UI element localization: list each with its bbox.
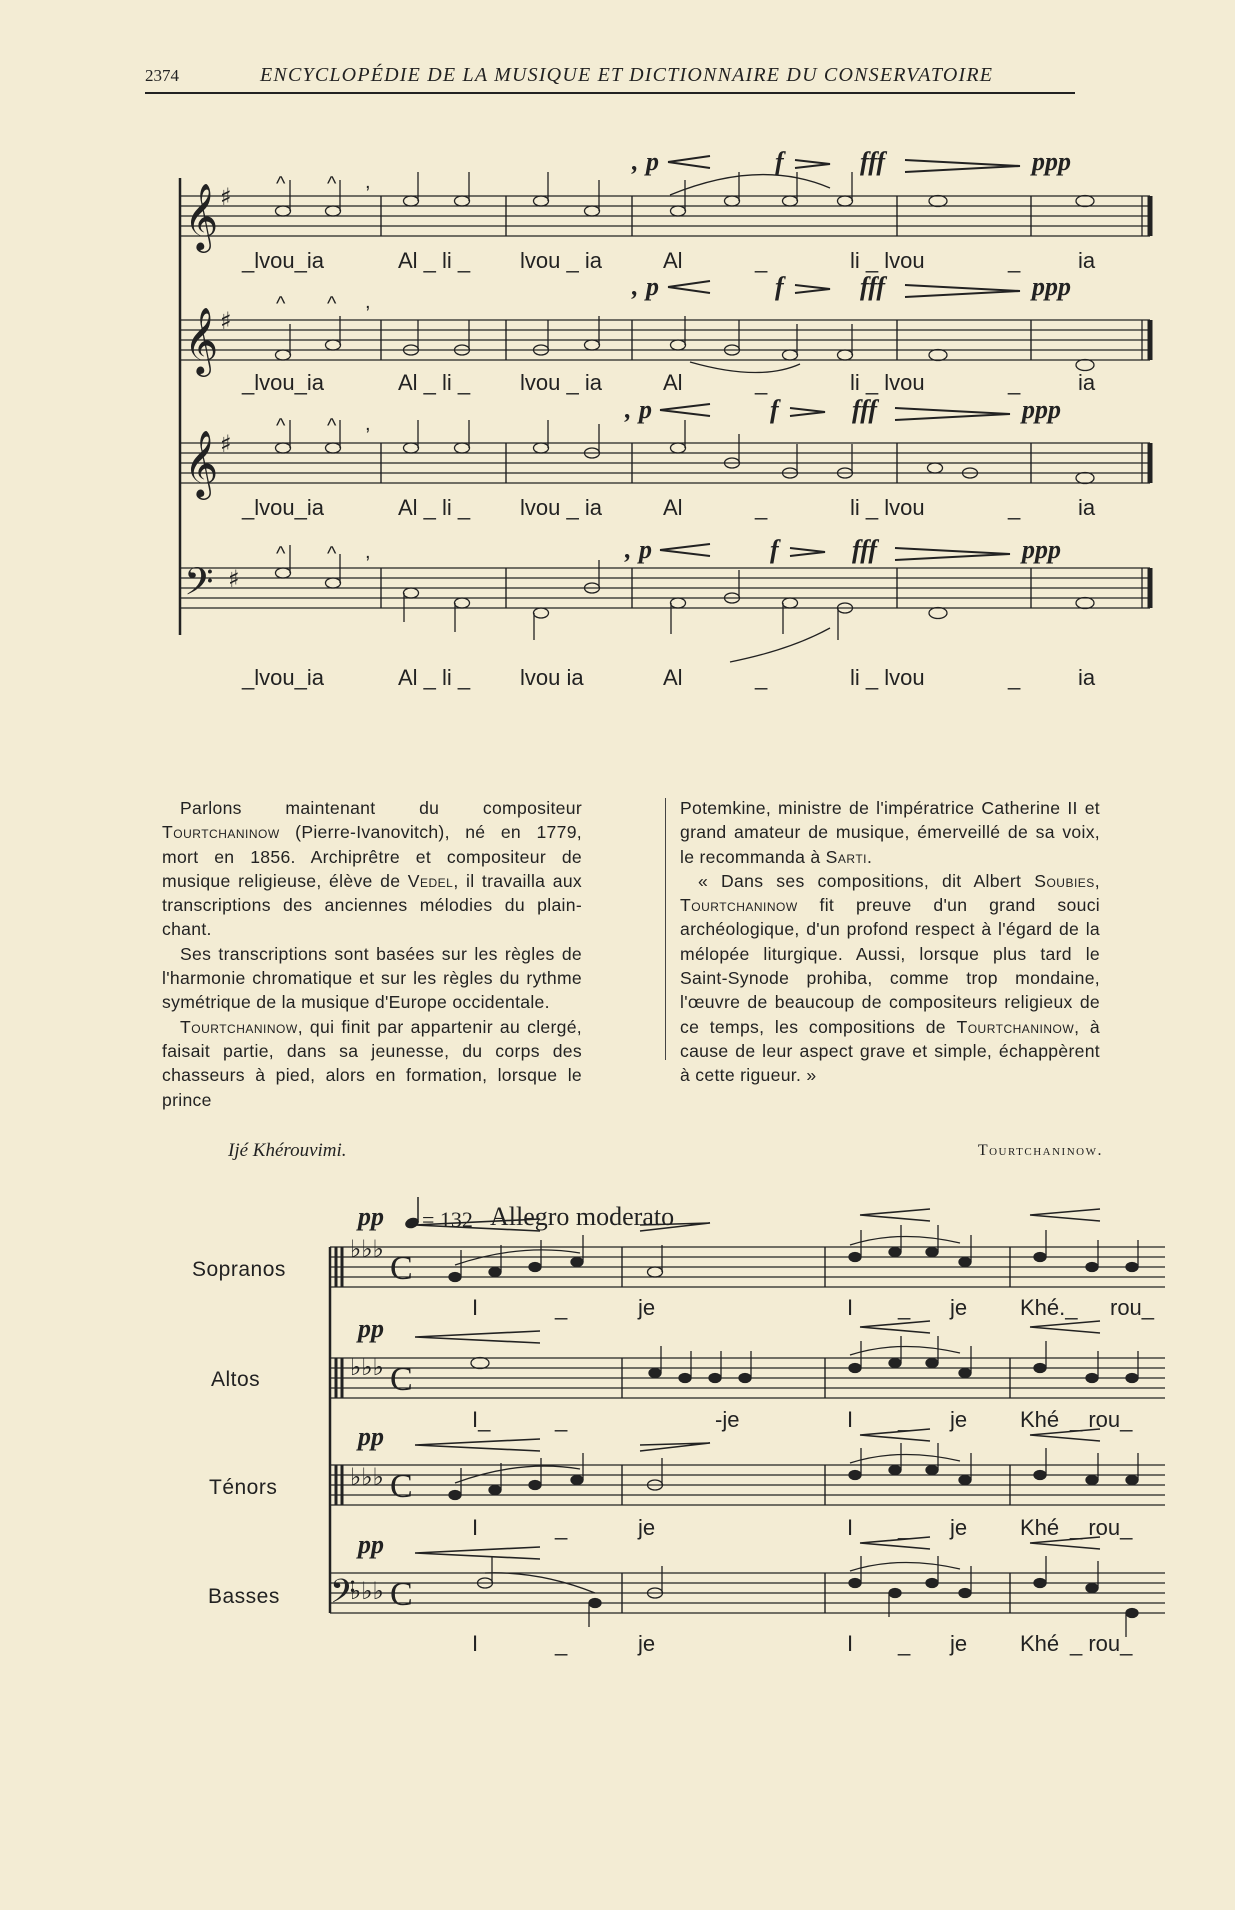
svg-text:_: _ xyxy=(898,1631,911,1656)
dynamic-pp-sopranos: pp xyxy=(358,1202,384,1231)
sharp-icon: ♯ xyxy=(220,183,232,211)
svg-text:_: _ xyxy=(1008,370,1021,395)
svg-text:ia: ia xyxy=(1078,248,1096,273)
svg-text:I: I xyxy=(847,1631,854,1656)
staff-4 xyxy=(180,568,1150,608)
svg-text:^: ^ xyxy=(276,293,286,315)
svg-text:^: ^ xyxy=(276,173,286,195)
svg-text:ia: ia xyxy=(1078,495,1096,520)
svg-text:je: je xyxy=(950,1515,968,1540)
svg-text:Al _ li _: Al _ li _ xyxy=(398,370,471,395)
svg-text:p: p xyxy=(646,272,659,301)
svg-text:I_: I_ xyxy=(472,1407,491,1432)
lyrics-staff-4 xyxy=(241,665,1096,690)
svg-text:Al: Al xyxy=(663,495,683,520)
svg-text:Al _ li _: Al _ li _ xyxy=(398,665,471,690)
svg-text:I: I xyxy=(472,1515,479,1540)
svg-text:je: je xyxy=(638,1515,656,1540)
svg-text:= 132: = 132 xyxy=(422,1207,473,1232)
svg-text:,: , xyxy=(625,395,632,424)
svg-text:_lvou_ia: _lvou_ia xyxy=(242,495,324,520)
svg-text:ppp: ppp xyxy=(1022,395,1061,424)
svg-text:ia: ia xyxy=(1078,370,1096,395)
svg-text:je: je xyxy=(638,1295,656,1320)
svg-text:je: je xyxy=(950,1295,968,1320)
lyrics-staff-1 xyxy=(241,248,1096,273)
svg-text:je: je xyxy=(638,1631,656,1656)
svg-text:fff: fff xyxy=(860,150,886,176)
svg-text:f: f xyxy=(770,535,779,564)
svg-text:^: ^ xyxy=(276,543,286,565)
svg-text:f: f xyxy=(775,272,784,301)
svg-text:f: f xyxy=(770,395,779,424)
svg-text:je: je xyxy=(950,1631,968,1656)
svg-text:ppp: ppp xyxy=(1022,535,1061,564)
svg-text:^: ^ xyxy=(327,543,337,565)
piece-title: Ijé Khérouvimi. xyxy=(228,1140,347,1161)
svg-text:Al _ li _: Al _ li _ xyxy=(398,495,471,520)
svg-text:Khé._: Khé._ xyxy=(1020,1295,1078,1320)
svg-text:,: , xyxy=(365,291,371,313)
svg-text:C: C xyxy=(390,1576,413,1613)
svg-text:f: f xyxy=(775,150,784,176)
svg-text:C: C xyxy=(390,1468,413,1505)
svg-text:,: , xyxy=(365,171,371,193)
dynamics-staff-4 xyxy=(624,535,1061,564)
dynamic-pp-basses: pp xyxy=(358,1530,384,1559)
page-header xyxy=(145,62,1075,94)
notes-sopranos xyxy=(449,1225,1138,1282)
page-number: 2374 xyxy=(145,66,179,85)
lyrics-basses xyxy=(472,1631,1133,1656)
sharp-icon: ♯ xyxy=(220,430,232,458)
svg-text:ppp: ppp xyxy=(1032,150,1071,176)
svg-text:C: C xyxy=(390,1250,413,1287)
svg-text:,: , xyxy=(632,150,639,176)
svg-text:Allegro moderato: Allegro moderato xyxy=(490,1202,675,1231)
lyrics-altos xyxy=(472,1407,1133,1432)
svg-text:lvou ia: lvou ia xyxy=(520,665,584,690)
svg-text:ia: ia xyxy=(1078,665,1096,690)
svg-text:_: _ xyxy=(555,1407,568,1432)
svg-text:_lvou_ia: _lvou_ia xyxy=(242,370,324,395)
svg-text:je: je xyxy=(950,1407,968,1432)
bass-clef-icon: 𝄢 xyxy=(184,559,214,613)
voice-label-basses: Basses xyxy=(208,1585,280,1608)
svg-text:Khé: Khé xyxy=(1020,1515,1060,1540)
svg-text:_: _ xyxy=(898,1407,911,1432)
svg-text:I: I xyxy=(472,1631,479,1656)
voice-label-sopranos: Sopranos xyxy=(192,1258,286,1281)
notes-tenors xyxy=(449,1443,1138,1500)
svg-text:fff: fff xyxy=(852,395,878,424)
staff-1 xyxy=(180,196,1150,236)
svg-text:C: C xyxy=(390,1361,413,1398)
dynamics-staff-3 xyxy=(624,395,1061,424)
svg-text:I: I xyxy=(472,1295,479,1320)
dynamics-staff-2 xyxy=(631,272,1071,301)
svg-text:Al: Al xyxy=(663,370,683,395)
column-divider xyxy=(665,798,666,1060)
svg-text:_: _ xyxy=(1008,665,1021,690)
svg-text:I: I xyxy=(847,1515,854,1540)
svg-text:lvou _ ia: lvou _ ia xyxy=(520,495,602,520)
svg-text:_ rou_: _ rou_ xyxy=(1070,1407,1133,1432)
svg-text:Khé: Khé xyxy=(1020,1407,1060,1432)
svg-text:^: ^ xyxy=(327,415,337,437)
svg-text:I: I xyxy=(847,1407,854,1432)
svg-text:p: p xyxy=(639,395,652,424)
svg-text:_: _ xyxy=(1008,495,1021,520)
running-title: ENCYCLOPÉDIE DE LA MUSIQUE ET DICTIONNAIRE DU CONSERVATOIRE xyxy=(260,64,994,86)
svg-text:_: _ xyxy=(555,1295,568,1320)
svg-text:_: _ xyxy=(555,1515,568,1540)
svg-text:fff: fff xyxy=(852,535,878,564)
sharp-icon: ♯ xyxy=(228,565,240,593)
svg-text:Al: Al xyxy=(663,665,683,690)
svg-text:Khé: Khé xyxy=(1020,1631,1060,1656)
notes-staff-2 xyxy=(276,316,1095,373)
voice-label-altos: Altos xyxy=(211,1368,261,1391)
svg-text:♭♭♭: ♭♭♭ xyxy=(350,1235,384,1263)
svg-text:_: _ xyxy=(555,1631,568,1656)
svg-text:-je: -je xyxy=(715,1407,740,1432)
score-excerpt-2 xyxy=(320,1195,1180,1675)
svg-text:p: p xyxy=(639,535,652,564)
svg-text:lvou _ ia: lvou _ ia xyxy=(520,370,602,395)
treble-clef-icon: 𝄞 xyxy=(184,429,219,497)
svg-text:_lvou_ia: _lvou_ia xyxy=(242,665,324,690)
notes-staff-4 xyxy=(276,545,1095,662)
notes-staff-1 xyxy=(276,172,1095,216)
svg-text:♭♭♭: ♭♭♭ xyxy=(350,1463,384,1491)
lyrics-tenors xyxy=(472,1515,1133,1540)
svg-text:lvou _ ia: lvou _ ia xyxy=(520,248,602,273)
svg-text:,: , xyxy=(365,541,371,563)
dynamic-pp-tenors: pp xyxy=(358,1422,384,1451)
svg-text:I: I xyxy=(847,1295,854,1320)
treble-clef-icon: 𝄞 xyxy=(184,182,219,250)
lyrics-staff-3 xyxy=(241,495,1096,520)
dynamics-staff-1 xyxy=(631,150,1071,176)
svg-text:_ rou_: _ rou_ xyxy=(1070,1515,1133,1540)
svg-text:,: , xyxy=(625,535,632,564)
svg-text:li _ lvou: li _ lvou xyxy=(850,370,925,395)
text-column-left: Parlons maintenant du compositeur Tourtchaninow (Pierre-Ivanovitch), né en 1779, mort en 1856. Archiprêtre et compositeur de musique religieuse, élève de Vedel, il travailla aux transcriptions des anciennes mélodies du plain-chant. Ses transcriptions sont basées sur les règles de l'harmonie chromatique et sur les règles du rythme symétrique de la musique d'Europe occidentale. Tourtchaninow, qui finit par appartenir au clergé, faisait partie, dans sa jeunesse, du corps des chasseurs à pied, alors en formation, lorsque le prince xyxy=(162,798,583,1110)
svg-text:li _ lvou: li _ lvou xyxy=(850,665,925,690)
lyrics-staff-2 xyxy=(241,370,1096,395)
svg-text:_: _ xyxy=(755,495,768,520)
bass-clef-icon: 𝄢 xyxy=(330,1573,356,1619)
svg-text:_: _ xyxy=(755,370,768,395)
staff-2 xyxy=(180,320,1150,360)
notes-staff-3 xyxy=(276,420,1095,484)
svg-text:_: _ xyxy=(1008,248,1021,273)
svg-text:^: ^ xyxy=(327,293,337,315)
svg-text:rou_: rou_ xyxy=(1110,1295,1155,1320)
svg-text:,: , xyxy=(365,413,371,435)
voice-label-tenors: Ténors xyxy=(209,1476,278,1499)
treble-clef-icon: 𝄞 xyxy=(184,306,219,374)
notes-basses xyxy=(478,1556,1139,1637)
svg-text:ppp: ppp xyxy=(1032,272,1071,301)
svg-text:li _ lvou: li _ lvou xyxy=(850,495,925,520)
svg-text:_: _ xyxy=(898,1295,911,1320)
svg-text:_: _ xyxy=(755,248,768,273)
svg-text:^: ^ xyxy=(327,173,337,195)
svg-text:_: _ xyxy=(898,1515,911,1540)
svg-text:^: ^ xyxy=(276,415,286,437)
sharp-icon: ♯ xyxy=(220,307,232,335)
svg-text:fff: fff xyxy=(860,272,886,301)
piece-composer: Tourtchaninow. xyxy=(977,1142,1103,1159)
svg-text:p: p xyxy=(646,150,659,176)
text-column-right: Potemkine, ministre de l'impératrice Catherine II et grand amateur de musique, émerveillé de sa voix, le recommanda à Sarti. « Dans ses compositions, dit Albert Soubies, Tourtchaninow fit preuve d'un grand souci archéologique, d'un profond respect à l'égard de la mélopée liturgique. Aussi, lorsque plus tard le Saint-Synode prohiba, comme trop mondaine, l'œuvre de beaucoup de compositeurs religieux de ce temps, les compositions de Tourtchaninow, à cause de leur aspect grave et simple, échappèrent à cette rigueur. » xyxy=(680,798,1100,1086)
svg-text:♭♭♭: ♭♭♭ xyxy=(350,1353,384,1381)
svg-text:_ rou_: _ rou_ xyxy=(1070,1631,1133,1656)
notes-altos xyxy=(471,1336,1138,1383)
svg-text:_: _ xyxy=(755,665,768,690)
lyrics-sopranos xyxy=(472,1295,1155,1320)
svg-text:Al _ li _: Al _ li _ xyxy=(398,248,471,273)
svg-text:_lvou_ia: _lvou_ia xyxy=(242,248,324,273)
svg-text:,: , xyxy=(632,272,639,301)
svg-text:li _ lvou: li _ lvou xyxy=(850,248,925,273)
svg-text:Al: Al xyxy=(663,248,683,273)
svg-text:♭♭♭: ♭♭♭ xyxy=(350,1577,384,1605)
score-excerpt-1 xyxy=(170,150,1170,710)
dynamic-pp-altos: pp xyxy=(358,1314,384,1343)
